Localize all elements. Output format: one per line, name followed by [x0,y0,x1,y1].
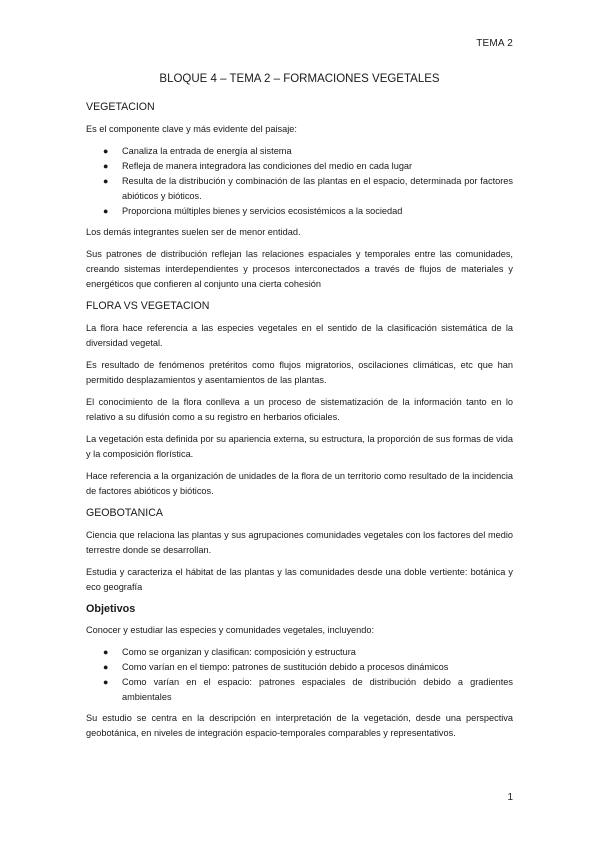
paragraph: Ciencia que relaciona las plantas y sus agrupaciones comunidades vegetales con los factores del medio terrestre donde se desarrollan. [86,530,513,555]
subheading-objetivos: Objetivos [86,603,136,615]
list-item: ● Canaliza la entrada de energía al sistema [86,144,513,159]
bullet-icon: ● [103,146,109,156]
bullet-icon: ● [103,647,109,657]
list-item: ● Como varían en el tiempo: patrones de sustitución debido a procesos dinámicos [86,660,513,675]
page-number: 1 [507,792,513,803]
section-heading-flora: FLORA VS VEGETACION [86,300,210,312]
document-title: BLOQUE 4 – TEMA 2 – FORMACIONES VEGETALES [159,73,440,85]
list-item: ● Como varían en el espacio: patrones espaciales de distribución debido a gradientes ambientales [103,677,513,702]
paragraph: La flora hace referencia a las especies vegetales en el sentido de la clasificación sistemática de la diversidad vegetal. [86,323,513,348]
paragraph: El conocimiento de la flora conlleva a un proceso de sistematización de la información tanto en lo relativo a su difusión como a su registro en herbarios oficiales. [86,397,513,422]
running-header: TEMA 2 [476,38,513,49]
bullet-list-objetivos [86,645,513,705]
paragraph: Los demás integrantes suelen ser de menor entidad. [86,227,301,237]
bullet-icon: ● [103,161,109,171]
paragraph: Hace referencia a la organización de unidades de la flora de un territorio como resultado de la incidencia de factores abióticos y bióticos. [86,471,513,496]
list-item: ● Proporciona múltiples bienes y servicios ecosistémicos a la sociedad [86,204,513,219]
list-item: ● Refleja de manera integradora las condiciones del medio en cada lugar [86,159,513,174]
section-heading-geobotanica: GEOBOTANICA [86,507,163,519]
list-item: ● Resulta de la distribución y combinación de las plantas en el espacio, determinada por factores abióticos y bióticos. [103,176,513,201]
bullet-icon: ● [103,176,109,186]
section-heading-vegetacion: VEGETACION [86,101,155,113]
document-body [86,96,513,748]
bullet-icon: ● [103,677,109,687]
paragraph: Estudia y caracteriza el hábitat de las plantas y las comunidades desde una doble vertiente: botánica y eco geografía [86,567,513,592]
list-item: ● Como se organizan y clasifican: composición y estructura [86,645,513,660]
paragraph: La vegetación esta definida por su apariencia externa, su estructura, la proporción de sus formas de vida y la composición florística. [86,434,513,459]
bullet-list-vegetacion [86,144,513,219]
paragraph: Es el componente clave y más evidente del paisaje: [86,124,297,134]
paragraph: Su estudio se centra en la descripción en interpretación de la vegetación, desde una perspectiva geobotánica, en niveles de integración espacio-temporales comparables y representativos. [86,713,513,738]
bullet-icon: ● [103,206,109,216]
bullet-icon: ● [103,662,109,672]
paragraph: Conocer y estudiar las especies y comunidades vegetales, incluyendo: [86,625,375,635]
paragraph: Es resultado de fenómenos pretéritos como flujos migratorios, oscilaciones climáticas, etc que han permitido desplazamientos y asentamientos de las plantas. [86,360,513,385]
paragraph: Sus patrones de distribución reflejan las relaciones espaciales y temporales entre las comunidades, creando sistemas interdependientes y procesos interconectados a través de flujos de materiales y energéticos que confieren al conjunto una cierta cohesión [86,249,513,289]
